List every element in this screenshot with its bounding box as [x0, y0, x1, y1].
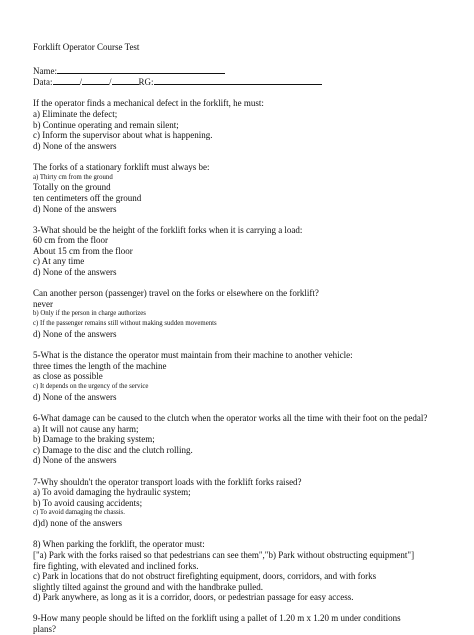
answer-option: slightly tilted against the ground and with the handbrake pulled. — [33, 581, 263, 592]
answer-option: d) None of the answers — [33, 203, 117, 214]
answer-option: a) It will not cause any harm; — [33, 423, 139, 434]
answer-option: d) None of the answers — [33, 329, 117, 340]
answer-option: d) None of the answers — [33, 140, 117, 151]
question-spacer — [33, 340, 454, 351]
answer-option: c) To avoid damaging the chassis. — [33, 509, 125, 517]
question-block — [33, 477, 454, 529]
answer-option: c) Inform the supervisor about what is happening. — [33, 130, 213, 141]
answer-option: About 15 cm from the floor — [33, 245, 133, 256]
question-block — [33, 225, 454, 278]
name-label: Name: — [33, 65, 57, 76]
answer-option: three times the length of the machine — [33, 360, 167, 371]
answer-option: b) Damage to the braking system; — [33, 434, 155, 445]
answer-option: a) Eliminate the defect; — [33, 108, 118, 119]
answer-option: b) Continue operating and remain silent; — [33, 119, 179, 130]
answer-option: d) Park anywhere, as long as it is a corridor, doors, or pedestrian passage for easy access. — [33, 592, 354, 603]
answer-option: d)d) none of the answers — [33, 518, 122, 529]
question-spacer — [33, 214, 454, 225]
answer-option: plans? — [33, 624, 56, 635]
question-block — [33, 98, 454, 151]
date-separator: / — [109, 77, 112, 88]
question-text: 9-How many people should be lifted on the forklift using a pallet of 1.20 m x 1.20 m under conditions — [33, 613, 401, 624]
day-blank[interactable] — [53, 76, 80, 85]
answer-option: fire fighting, with elevated and inclined forks. — [33, 560, 199, 571]
question-spacer — [33, 529, 454, 540]
question-spacer — [33, 151, 454, 162]
answer-option: b) Only if the person in charge authorizes — [33, 310, 146, 318]
question-text: 6-What damage can be caused to the clutch when the operator works all the time with their foot on the pedal? — [33, 413, 428, 423]
answer-option: a) Thirty cm from the ground — [33, 173, 113, 181]
page-title: Forklift Operator Course Test — [33, 42, 140, 52]
question-text: If the operator finds a mechanical defect in the forklift, he must: — [33, 98, 264, 109]
answer-option: Totally on the ground — [33, 182, 111, 193]
answer-option: c) Park in locations that do not obstruct firefighting equipment, doors, corridors, and with forks — [33, 571, 377, 582]
question-block — [33, 413, 454, 466]
question-text: The forks of a stationary forklift must always be: — [33, 161, 210, 172]
answer-option: b) To avoid causing accidents; — [33, 497, 143, 508]
answer-option: c) Damage to the disc and the clutch rolling. — [33, 444, 193, 455]
month-blank[interactable] — [79, 76, 109, 88]
answer-option: as close as possible — [33, 371, 103, 382]
question-spacer — [33, 88, 454, 99]
answer-option: ten centimeters off the ground — [33, 192, 142, 203]
answer-option: ["a) Park with the forks raised so that pedestrians can see them","b) Park without obstructing equipment"] — [33, 549, 415, 560]
question-list — [33, 88, 454, 635]
data-label: Data: — [33, 77, 53, 88]
name-row — [33, 65, 454, 77]
answer-option: 60 cm from the floor — [33, 235, 108, 246]
answer-option: c) At any time — [33, 256, 85, 267]
year-blank[interactable] — [112, 76, 139, 85]
answer-option: c) If the passenger remains still without making sudden movements — [33, 320, 217, 328]
answer-option: never — [33, 298, 53, 309]
answer-option: d) None of the answers — [33, 391, 117, 402]
question-block — [33, 613, 454, 634]
answer-option: d) None of the answers — [33, 455, 117, 466]
question-spacer — [33, 402, 454, 413]
question-text: 3-What should be the height of the forklift forks when it is carrying a load: — [33, 224, 303, 235]
rg-blank[interactable] — [154, 76, 322, 85]
question-spacer — [33, 603, 454, 614]
question-text: 7-Why shouldn't the operator transport loads with the forklift forks raised? — [33, 476, 302, 487]
name-blank[interactable] — [57, 65, 225, 74]
date-separator: / — [79, 77, 83, 88]
question-spacer — [33, 278, 454, 289]
question-spacer — [33, 466, 454, 477]
question-text: 5-What is the distance the operator must maintain from their machine to another vehicle: — [33, 350, 353, 361]
answer-option: c) It depends on the urgency of the service — [33, 383, 149, 391]
answer-option: a) To avoid damaging the hydraulic system; — [33, 487, 191, 498]
answer-option: d) None of the answers — [33, 267, 117, 278]
question-text: Can another person (passenger) travel on the forks or elsewhere on the forklift? — [33, 288, 319, 299]
question-text: 8) When parking the forklift, the operator must: — [33, 539, 205, 550]
question-block — [33, 288, 454, 339]
rg-label: RG: — [138, 77, 154, 88]
question-block — [33, 350, 454, 402]
question-block — [33, 162, 454, 214]
data-row — [33, 76, 454, 88]
question-block — [33, 539, 454, 603]
